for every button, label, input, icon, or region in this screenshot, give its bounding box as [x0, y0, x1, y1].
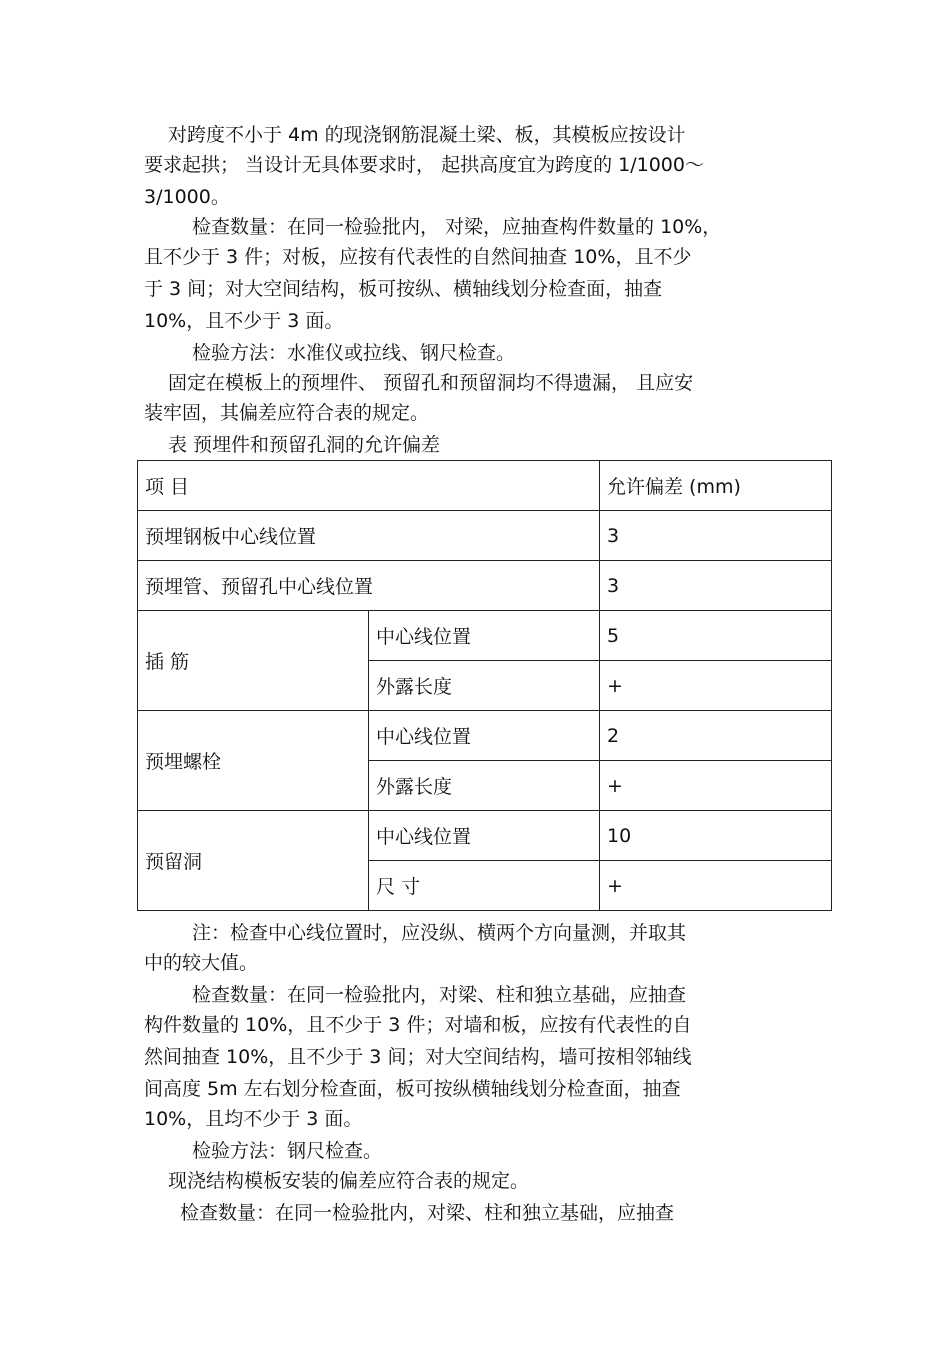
paragraph-camber-line-1: 对跨度不小于 4m 的现浇钢筋混凝土梁、板，其模板应按设计 — [168, 124, 686, 146]
paragraph-install-deviation: 现浇结构模板安装的偏差应符合表的规定。 — [168, 1170, 530, 1192]
header-deviation: 允许偏差 (mm) — [600, 461, 832, 511]
row-label-pipe-hole: 预埋管、预留孔中心线位置 — [138, 561, 600, 611]
paragraph-embedded-line-2: 装牢固，其偏差应符合表的规定。 — [144, 402, 430, 424]
sub-label: 中心线位置 — [369, 811, 600, 861]
paragraph-quantity-line-2: 且不少于 3 件；对板，应按有代表性的自然间抽查 10%，且不少 — [144, 246, 692, 268]
sub-label: 中心线位置 — [369, 611, 600, 661]
row-label-steel-plate: 预埋钢板中心线位置 — [138, 511, 600, 561]
table-header-row — [138, 461, 832, 511]
row-value: + — [600, 861, 832, 911]
table-row — [138, 611, 832, 661]
method2: 检验方法：钢尺检查。 — [192, 1140, 383, 1162]
paragraph-quantity-line-4: 10%，且不少于 3 面。 — [144, 310, 344, 332]
paragraph-method: 检验方法：水准仪或拉线、钢尺检查。 — [192, 342, 516, 364]
note-line-1: 注：检查中心线位置时，应没纵、横两个方向量测，并取其 — [192, 922, 687, 944]
paragraph-embedded-line-1: 固定在模板上的预埋件、 预留孔和预留洞均不得遗漏， 且应安 — [168, 372, 694, 394]
quantity3-line-1: 检查数量：在同一检验批内，对梁、柱和独立基础，应抽查 — [180, 1202, 675, 1224]
sub-label: 外露长度 — [369, 761, 600, 811]
quantity2-line-2: 构件数量的 10%，且不少于 3 件；对墙和板，应按有代表性的自 — [144, 1014, 692, 1036]
table-row — [138, 511, 832, 561]
paragraph-quantity-line-1: 检查数量：在同一检验批内， 对梁，应抽查构件数量的 10%， — [192, 216, 722, 238]
quantity2-line-5: 10%，且均不少于 3 面。 — [144, 1108, 363, 1130]
group-label-dowel: 插 筋 — [138, 611, 369, 711]
row-value: 3 — [600, 561, 832, 611]
row-value: 5 — [600, 611, 832, 661]
quantity2-line-4: 间高度 5m 左右划分检查面，板可按纵横轴线划分检查面，抽查 — [144, 1078, 681, 1100]
row-value: + — [600, 761, 832, 811]
row-value: 2 — [600, 711, 832, 761]
sub-label: 中心线位置 — [369, 711, 600, 761]
quantity2-line-1: 检查数量：在同一检验批内，对梁、柱和独立基础，应抽查 — [192, 984, 687, 1006]
table-caption: 表 预埋件和预留孔洞的允许偏差 — [168, 434, 441, 456]
paragraph-camber-line-3: 3/1000。 — [144, 186, 230, 208]
table-row — [138, 711, 832, 761]
row-value: 10 — [600, 811, 832, 861]
table-row — [138, 561, 832, 611]
paragraph-camber-line-2: 要求起拱； 当设计无具体要求时， 起拱高度宜为跨度的 1/1000～ — [144, 154, 704, 176]
table-row — [138, 811, 832, 861]
sub-label: 尺 寸 — [369, 861, 600, 911]
paragraph-quantity-line-3: 于 3 间；对大空间结构，板可按纵、横轴线划分检查面，抽查 — [144, 278, 663, 300]
deviation-table — [137, 460, 832, 911]
row-value: + — [600, 661, 832, 711]
row-value: 3 — [600, 511, 832, 561]
sub-label: 外露长度 — [369, 661, 600, 711]
group-label-bolt: 预埋螺栓 — [138, 711, 369, 811]
quantity2-line-3: 然间抽查 10%，且不少于 3 间；对大空间结构，墙可按相邻轴线 — [144, 1046, 692, 1068]
header-item: 项 目 — [138, 461, 600, 511]
note-line-2: 中的较大值。 — [144, 952, 259, 974]
group-label-hole: 预留洞 — [138, 811, 369, 911]
